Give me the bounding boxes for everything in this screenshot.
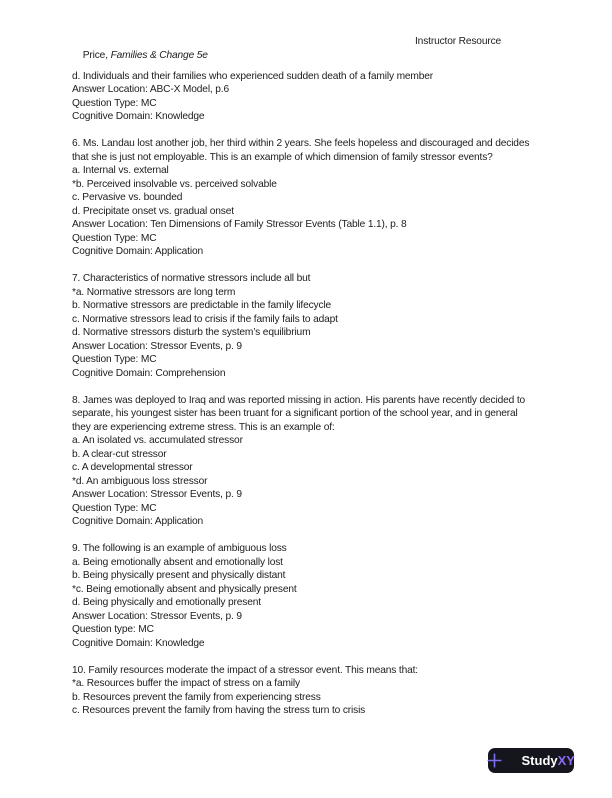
q9-option-c-correct: *c. Being emotionally absent and physically present (72, 583, 297, 595)
q7-question-type: Question Type: MC (72, 354, 157, 365)
q10-option-c: c. Resources prevent the family from having the stress turn to crisis (72, 705, 366, 716)
q8-stem-line-1: 8. James was deployed to Iraq and was reported missing in action. His parents have recently decided to (72, 394, 526, 406)
question-7-block (72, 272, 572, 380)
q5-option-d: d. Individuals and their families who experienced sudden death of a family member (72, 70, 434, 82)
q9-stem: 9. The following is an example of ambiguous loss (72, 543, 287, 554)
q9-cognitive-domain: Cognitive Domain: Knowledge (72, 637, 205, 649)
q10-stem: 10. Family resources moderate the impact of a stressor event. This means that: (72, 664, 418, 676)
q7-option-a-correct: *a. Normative stressors are long term (72, 286, 236, 298)
q10-option-a-correct: *a. Resources buffer the impact of stress on a family (72, 678, 300, 689)
q7-answer-location: Answer Location: Stressor Events, p. 9 (72, 340, 242, 352)
q8-stem-line-2: separate, his youngest sister has been truant for a significant portion of the school year, and in general (72, 408, 518, 419)
q8-option-a: a. An isolated vs. accumulated stressor (72, 435, 243, 446)
q8-cognitive-domain: Cognitive Domain: Application (72, 516, 203, 527)
q9-option-b: b. Being physically present and physically distant (72, 570, 286, 581)
q9-option-d: d. Being physically and emotionally present (72, 597, 261, 608)
q7-cognitive-domain: Cognitive Domain: Comprehension (72, 367, 226, 379)
q6-stem-line-2: that she is just not employable. This is an example of which dimension of family stressor events? (72, 151, 493, 163)
q7-stem: 7. Characteristics of normative stressors include all but (72, 273, 311, 284)
q9-option-a: a. Being emotionally absent and emotionally lost (72, 556, 283, 568)
question-8-block (72, 394, 572, 529)
q8-stem-line-3: they are experiencing extreme stress. This is an example of: (72, 421, 335, 433)
header-right-label: Instructor Resource (415, 36, 502, 47)
book-title-italic: Families & Change 5e (110, 49, 208, 61)
document-page (72, 35, 572, 731)
q9-answer-location: Answer Location: Stressor Events, p. 9 (72, 610, 242, 622)
q6-stem-line-1: 6. Ms. Landau lost another job, her third within 2 years. She feels hopeless and discouraged and decides (72, 138, 530, 149)
question-6-block (72, 137, 572, 259)
book-title-prefix: Price, (82, 49, 111, 61)
q8-option-c: c. A developmental stressor (72, 462, 193, 473)
q8-option-b: b. A clear-cut stressor (72, 448, 167, 460)
q7-option-d: d. Normative stressors disturb the system’s equilibrium (72, 327, 311, 338)
brand-name-main: Study (521, 753, 558, 768)
q6-cognitive-domain: Cognitive Domain: Application (72, 246, 203, 257)
q6-answer-location: Answer Location: Ten Dimensions of Family Stressor Events (Table 1.1), p. 8 (72, 219, 407, 230)
plus-icon (487, 753, 502, 768)
q8-answer-location: Answer Location: Stressor Events, p. 9 (72, 489, 242, 500)
q6-option-c: c. Pervasive vs. bounded (72, 192, 183, 203)
q9-question-type: Question type: MC (72, 624, 154, 635)
question-9-block (72, 542, 572, 650)
studyxy-watermark-badge[interactable] (488, 748, 574, 773)
q7-option-c: c. Normative stressors lead to crisis if the family fails to adapt (72, 313, 338, 325)
q6-option-a: a. Internal vs. external (72, 165, 169, 176)
q8-option-d-correct: *d. An ambiguous loss stressor (72, 475, 208, 487)
q8-question-type: Question Type: MC (72, 502, 157, 514)
q6-question-type: Question Type: MC (72, 232, 157, 244)
question-5-block (72, 70, 572, 124)
q10-option-b: b. Resources prevent the family from experiencing stress (72, 691, 321, 703)
page-header (72, 35, 542, 61)
q6-option-d: d. Precipitate onset vs. gradual onset (72, 205, 234, 217)
question-10-block (72, 664, 572, 718)
q5-question-type: Question Type: MC (72, 97, 157, 109)
q5-cognitive-domain: Cognitive Domain: Knowledge (72, 111, 205, 122)
q7-option-b: b. Normative stressors are predictable in the family lifecycle (72, 300, 332, 311)
q5-answer-location: Answer Location: ABC-X Model, p.6 (72, 84, 229, 95)
brand-name-accent: XY (557, 753, 575, 768)
q6-option-b-correct: *b. Perceived insolvable vs. perceived solvable (72, 178, 277, 190)
